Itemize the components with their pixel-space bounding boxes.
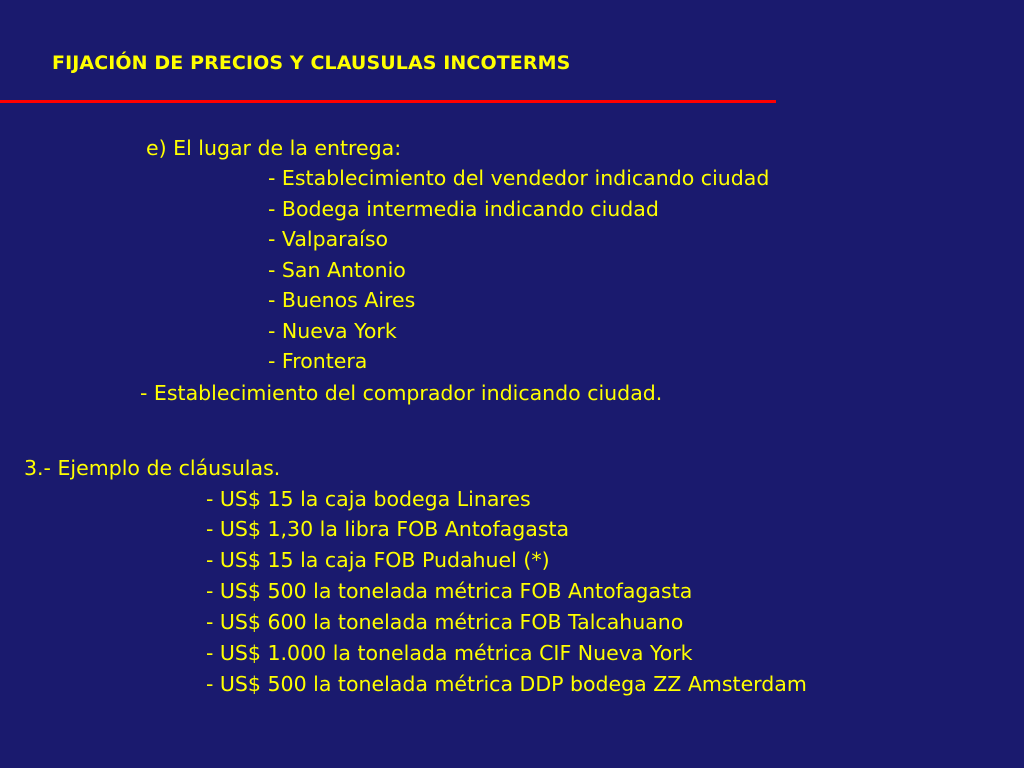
section-3-heading: 3.- Ejemplo de cláusulas.: [24, 456, 281, 480]
section-e-heading: e) El lugar de la entrega:: [146, 136, 402, 160]
list-item: - Nueva York: [268, 319, 397, 343]
list-item: - Valparaíso: [268, 227, 389, 251]
list-item: - US$ 1,30 la libra FOB Antofagasta: [206, 517, 570, 541]
list-item: - US$ 500 la tonelada métrica FOB Antofagasta: [206, 579, 693, 603]
title-underline: [0, 100, 776, 103]
list-item: - Frontera: [268, 349, 368, 373]
list-item: - Buenos Aires: [268, 288, 416, 312]
list-item-last: - Establecimiento del comprador indicando ciudad.: [140, 381, 663, 405]
list-item: - Bodega intermedia indicando ciudad: [268, 197, 659, 221]
list-item: - US$ 500 la tonelada métrica DDP bodega ZZ Amsterdam: [206, 672, 807, 696]
list-item: - Establecimiento del vendedor indicando ciudad: [268, 166, 770, 190]
list-item: - San Antonio: [268, 258, 406, 282]
list-item: - US$ 1.000 la tonelada métrica CIF Nueva York: [206, 641, 693, 665]
list-item: - US$ 600 la tonelada métrica FOB Talcahuano: [206, 610, 684, 634]
list-item: - US$ 15 la caja FOB Pudahuel (*): [206, 548, 550, 572]
slide-title: FIJACIÓN DE PRECIOS Y CLAUSULAS INCOTERMS: [52, 52, 571, 74]
list-item: - US$ 15 la caja bodega Linares: [206, 487, 531, 511]
